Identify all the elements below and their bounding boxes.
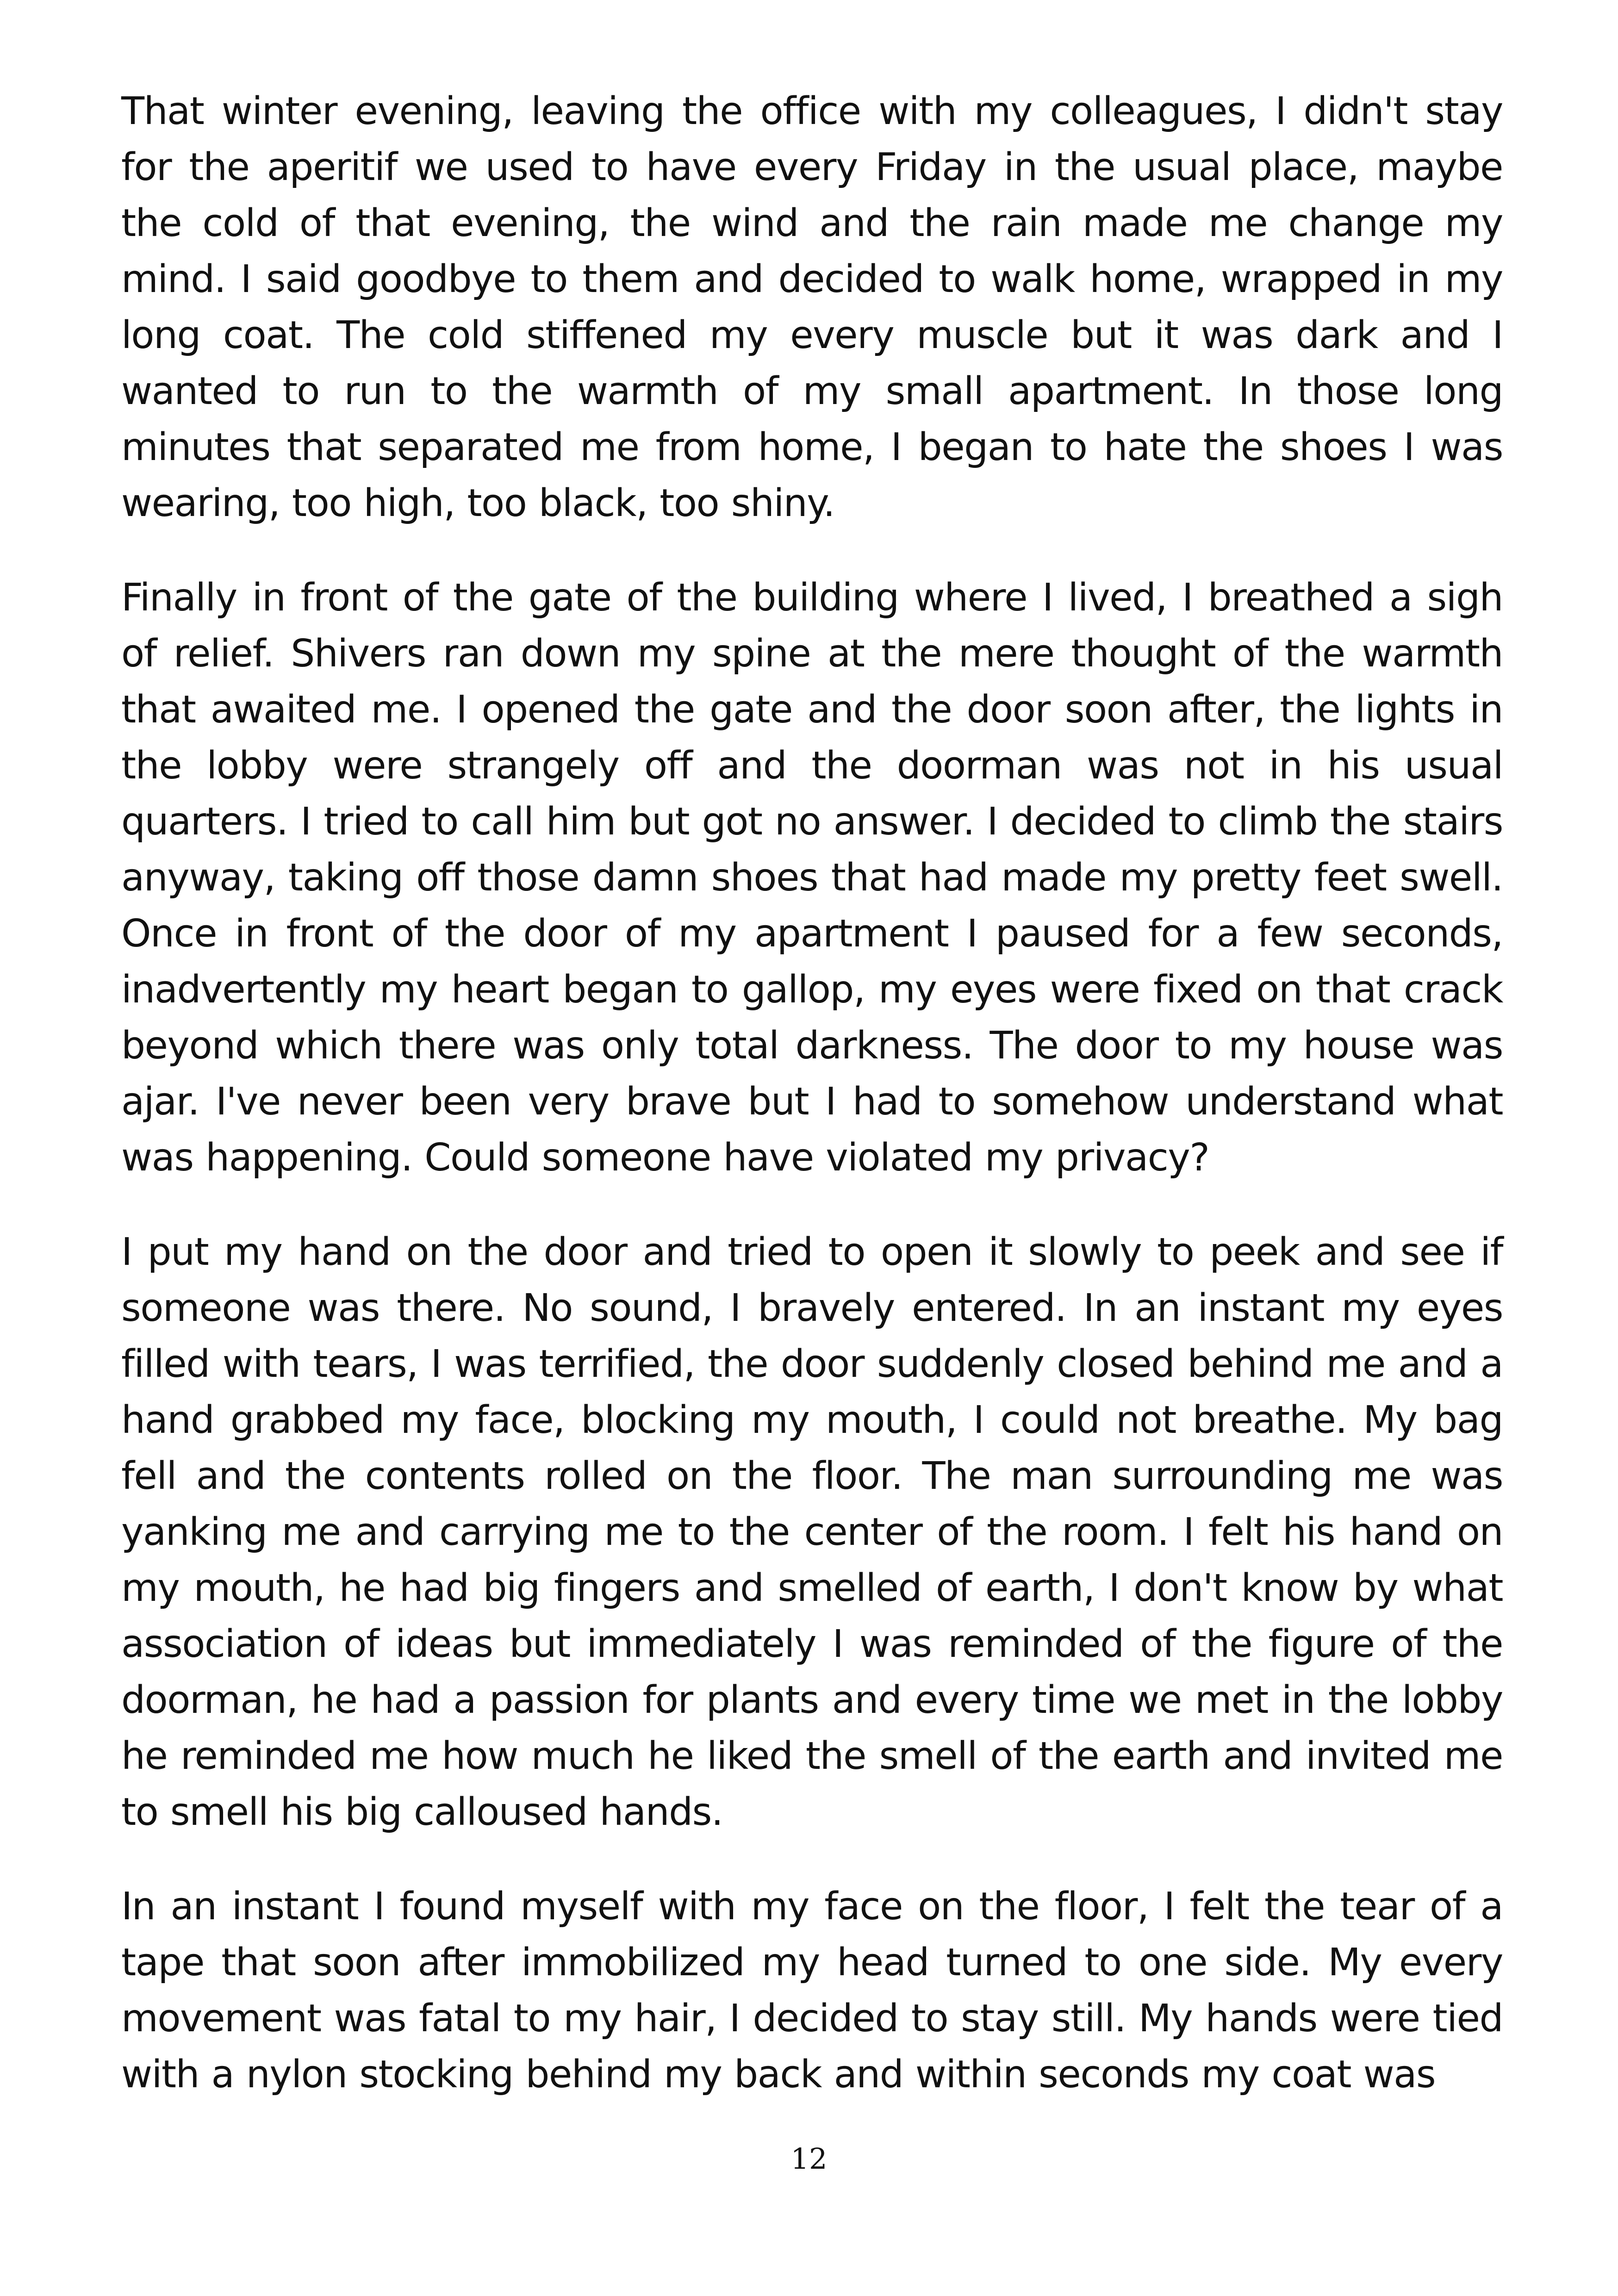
paragraph-1: That winter evening, leaving the office with my colleagues, I didn't stay for the aperitif we used to have every Friday in the usual place, maybe the cold of that evening, the wind and the rain made me change my mind. I said goodbye to them and decided to walk home, wrapped in my long coat. The cold stiffened my every muscle but it was dark and I wanted to run to the warmth of my small apartment. In those long minutes that separated me from home, I began to hate the shoes I was wearing, too high, too black, too shiny. xyxy=(121,89,1503,525)
body-text xyxy=(121,83,1503,2103)
paragraph-2: Finally in front of the gate of the building where I lived, I breathed a sigh of relief. Shivers ran down my spine at the mere thought of the warmth that awaited me. I opened the gate and the door soon after, the lights in the lobby were strangely off and the doorman was not in his usual quarters. I tried to call him but got no answer. I decided to climb the stairs anyway, taking off those damn shoes that had made my pretty feet swell. Once in front of the door of my apartment I paused for a few seconds, inadvertently my heart began to gallop, my eyes were fixed on that crack beyond which there was only total darkness. The door to my house was ajar. I've never been very brave but I had to somehow understand what was happening. Could someone have violated my privacy? xyxy=(121,576,1503,1180)
paragraph-3: I put my hand on the door and tried to open it slowly to peek and see if someone was there. No sound, I bravely entered. In an instant my eyes filled with tears, I was terrified, the door suddenly closed behind me and a hand grabbed my face, blocking my mouth, I could not breathe. My bag fell and the contents rolled on the floor. The man surrounding me was yanking me and carrying me to the center of the room. I felt his hand on my mouth, he had big fingers and smelled of earth, I don't know by what association of ideas but immediately I was reminded of the figure of the doorman, he had a passion for plants and every time we met in the lobby he reminded me how much he liked the smell of the earth and invited me to smell his big calloused hands. xyxy=(121,1230,1503,1834)
page-number: 12 xyxy=(790,2142,828,2176)
paragraph-4: In an instant I found myself with my face on the floor, I felt the tear of a tape that soon after immobilized my head turned to one side. My every movement was fatal to my hair, I decided to stay still. My hands were tied with a nylon stocking behind my back and within seconds my coat was xyxy=(121,1885,1503,2097)
